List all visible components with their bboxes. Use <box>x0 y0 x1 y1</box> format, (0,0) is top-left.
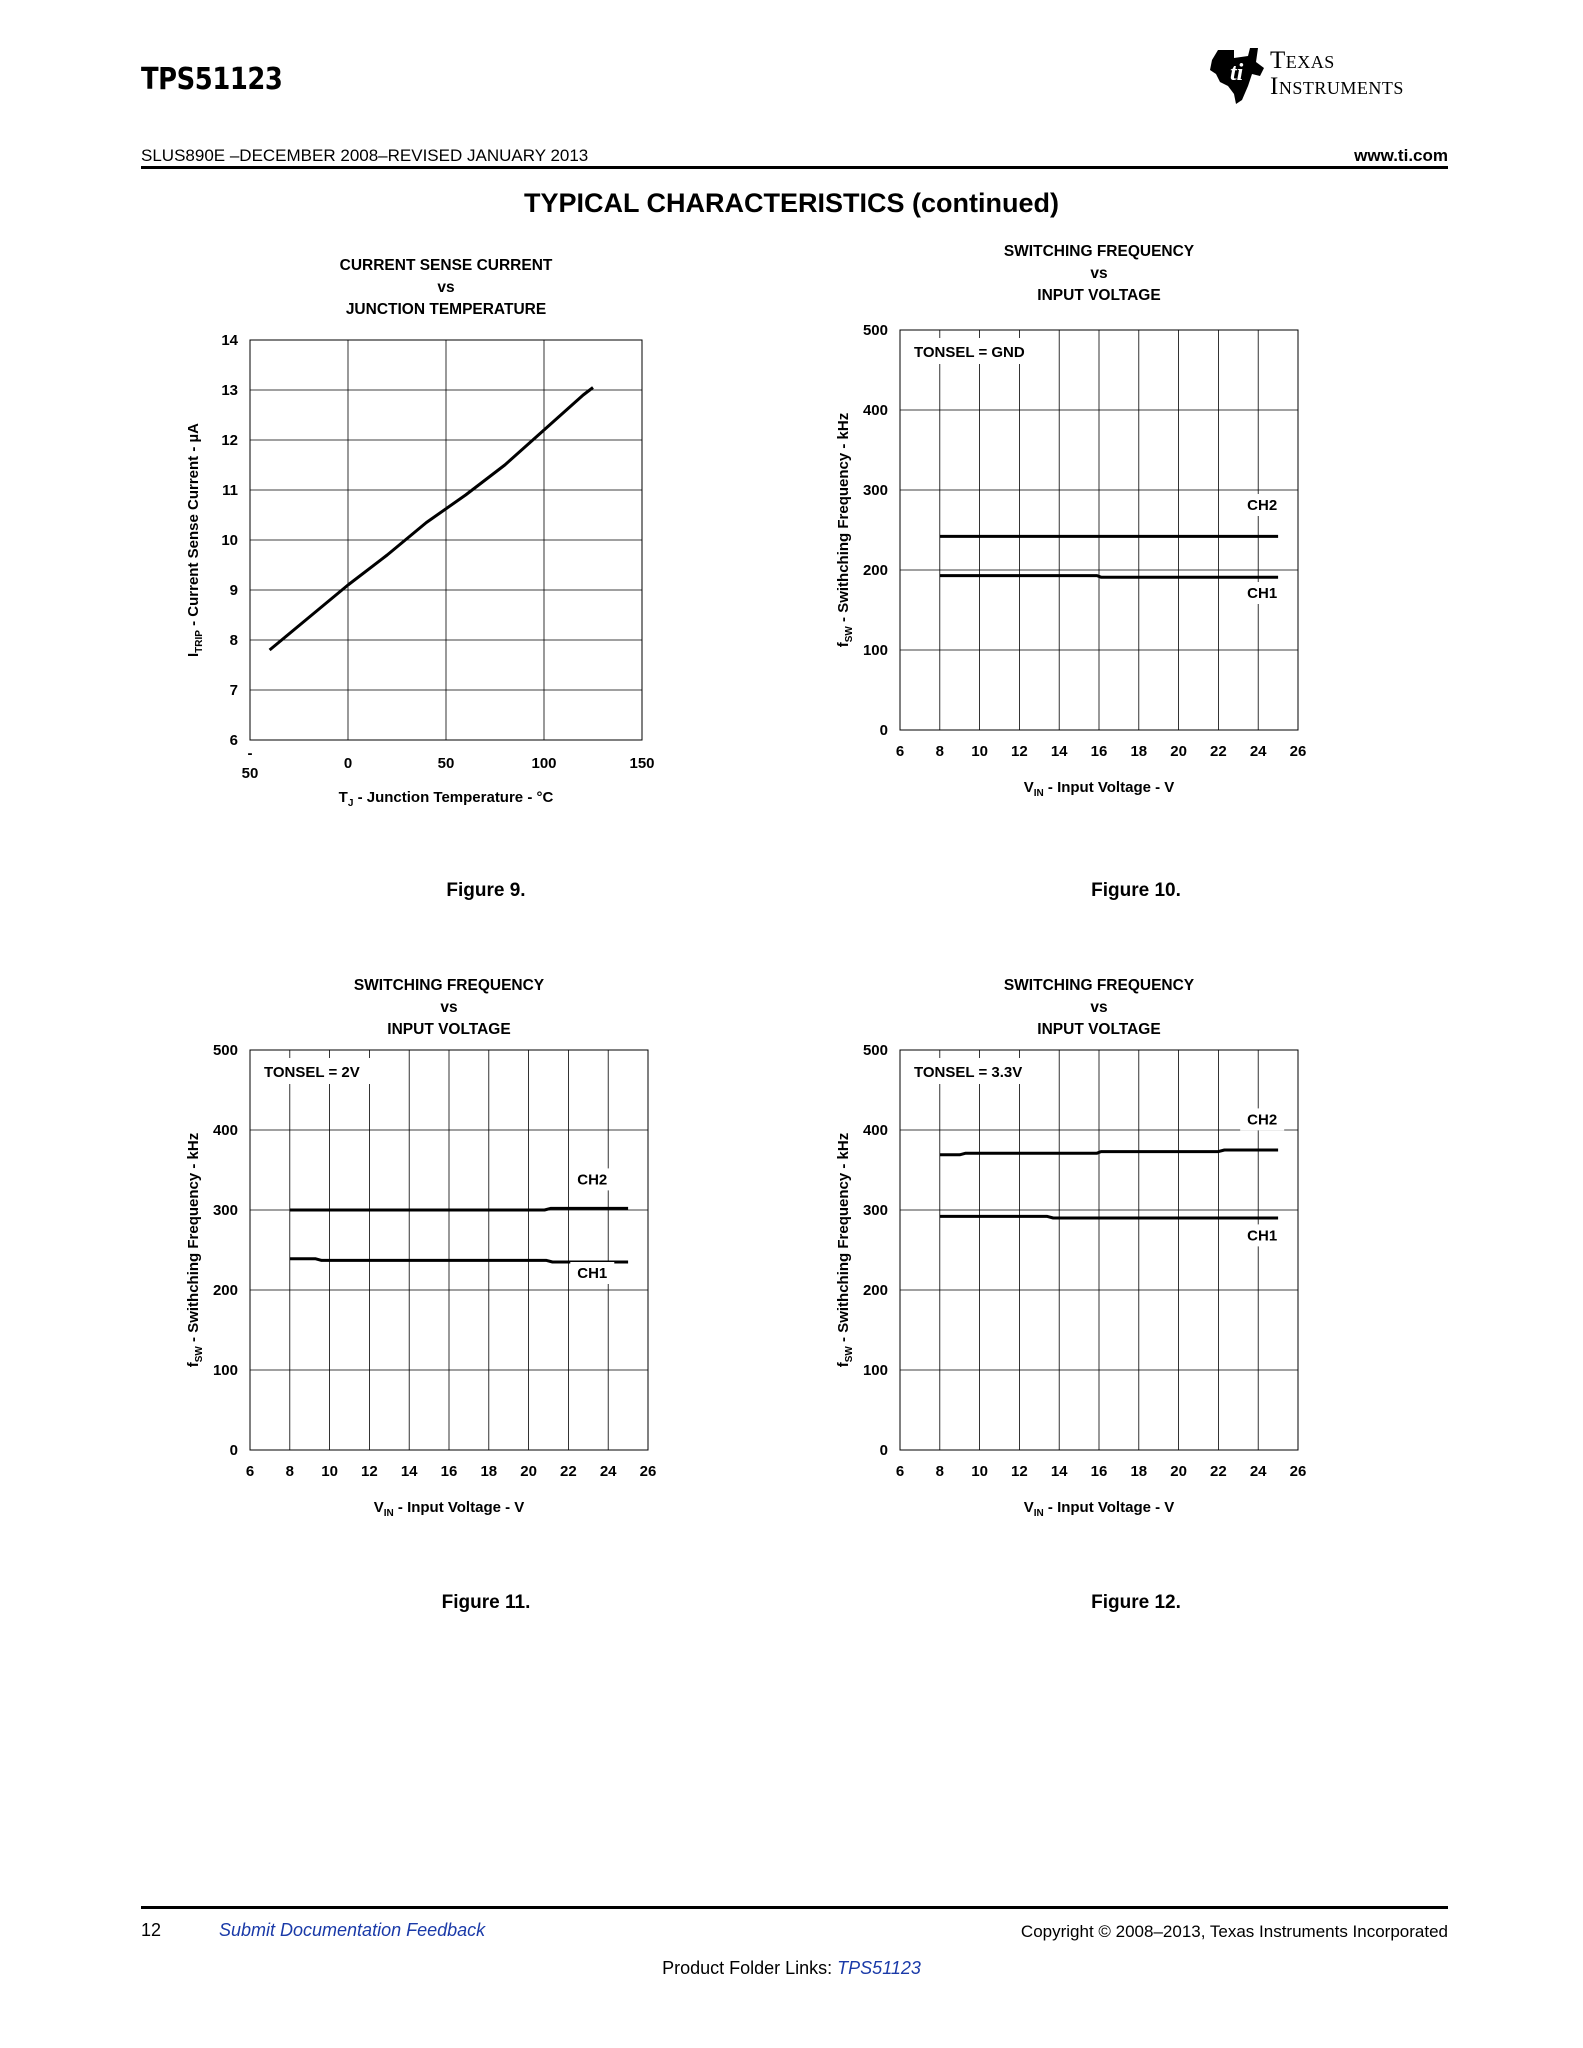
series-line-ch1 <box>940 576 1278 578</box>
y-tick-label: 500 <box>862 1042 888 1059</box>
ti-state-icon <box>1208 46 1266 106</box>
series-label-ch2: CH2 <box>1247 1111 1278 1129</box>
x-tick-label: 16 <box>440 1463 458 1480</box>
x-axis-label: $T_J$ - Junction Temperature - °C <box>338 789 554 809</box>
chart-title-line: SWITCHING FREQUENCY <box>1003 243 1195 260</box>
x-axis-label: $V_{IN}$ - Input Voltage - V <box>1023 779 1175 799</box>
svg-text:ti: ti <box>1230 60 1244 86</box>
y-tick-label: 0 <box>229 1442 238 1459</box>
y-axis-label: $f_{SW}$ - Swithching Frequency - kHz <box>835 412 855 648</box>
x-tick-label: 18 <box>1130 743 1148 760</box>
x-tick-label: 12 <box>1011 1463 1028 1480</box>
chart-title-line: INPUT VOLTAGE <box>387 1021 511 1038</box>
chart-title-line: INPUT VOLTAGE <box>1037 1021 1161 1038</box>
x-tick-label: 26 <box>1289 743 1307 760</box>
x-tick-label: 22 <box>1210 743 1227 760</box>
y-tick-label: 7 <box>229 682 238 699</box>
x-tick-label: 20 <box>520 1463 537 1480</box>
series-line-ch2 <box>290 1208 628 1210</box>
x-tick-minus: - <box>247 745 253 762</box>
y-tick-label: 12 <box>221 432 238 449</box>
x-tick-label: 22 <box>1210 1463 1227 1480</box>
y-tick-label: 300 <box>862 1202 888 1219</box>
y-tick-label: 400 <box>212 1122 238 1139</box>
x-tick-label: 50 <box>437 755 455 772</box>
chart-title-line: vs <box>437 279 455 296</box>
x-tick-label: 26 <box>1289 1463 1307 1480</box>
x-tick-label: 6 <box>895 743 905 760</box>
x-axis-label: $V_{IN}$ - Input Voltage - V <box>373 1499 525 1519</box>
x-tick-label: 12 <box>1011 743 1028 760</box>
y-axis-label: $I_{TRIP}$ - Current Sense Current - µA <box>185 423 205 657</box>
x-tick-label: 100 <box>531 755 557 772</box>
logo-wordmark <box>1270 48 1404 100</box>
y-tick-label: 200 <box>212 1282 238 1299</box>
figure-12-caption: Figure 12. <box>1091 1592 1181 1613</box>
series-label-ch2: CH2 <box>577 1171 608 1189</box>
product-folder-link[interactable]: TPS51123 <box>837 1958 921 1978</box>
y-tick-label: 100 <box>862 1362 888 1379</box>
series-line-data <box>270 388 593 651</box>
chart-title-line: SWITCHING FREQUENCY <box>1003 977 1195 994</box>
figure-11-chart <box>170 956 690 1519</box>
x-tick-label: 150 <box>629 755 655 772</box>
x-tick-label: 24 <box>1249 743 1267 760</box>
x-tick-label: 16 <box>1090 1463 1108 1480</box>
doc-id: SLUS890E –DECEMBER 2008–REVISED JANUARY 2013 <box>141 146 589 165</box>
page-number: 12 <box>141 1920 162 1940</box>
chart-title-line: vs <box>440 999 458 1016</box>
series-line-ch2 <box>940 1150 1278 1155</box>
y-tick-label: 9 <box>229 582 238 599</box>
y-tick-label: 400 <box>862 402 888 419</box>
y-tick-label: 500 <box>212 1042 238 1059</box>
y-tick-label: 400 <box>862 1122 888 1139</box>
figure-12-chart <box>820 956 1340 1519</box>
y-tick-label: 500 <box>862 322 888 339</box>
annotation-text: TONSEL = 3.3V <box>914 1064 1023 1081</box>
x-tick-label: 14 <box>1050 743 1068 760</box>
ti-logo <box>1208 46 1448 106</box>
x-tick-label: 18 <box>480 1463 498 1480</box>
chart-title-line: vs <box>1090 999 1108 1016</box>
x-tick-label: 12 <box>361 1463 378 1480</box>
x-tick-label: 18 <box>1130 1463 1148 1480</box>
y-tick-label: 200 <box>862 1282 888 1299</box>
y-tick-label: 0 <box>879 722 888 739</box>
figure-9-caption: Figure 9. <box>446 880 526 901</box>
x-tick-label: 26 <box>639 1463 657 1480</box>
x-tick-label: 10 <box>971 743 988 760</box>
series-line-ch1 <box>290 1259 628 1262</box>
y-tick-label: 300 <box>862 482 888 499</box>
annotation-text: TONSEL = GND <box>914 344 1025 361</box>
series-label-ch1: CH1 <box>577 1265 608 1282</box>
x-tick-label: 22 <box>560 1463 577 1480</box>
y-tick-label: 14 <box>221 332 238 349</box>
x-tick-label: 14 <box>400 1463 418 1480</box>
y-tick-label: 0 <box>879 1442 888 1459</box>
chart-title-line: SWITCHING FREQUENCY <box>353 977 545 994</box>
x-tick-label: 8 <box>285 1463 294 1480</box>
product-folder-links <box>0 1958 1583 1979</box>
logo-line-1: Texas <box>1270 47 1335 74</box>
x-tick-label: 10 <box>321 1463 338 1480</box>
x-tick-label: 0 <box>343 755 353 772</box>
y-axis-label: $f_{SW}$ - Swithching Frequency - kHz <box>835 1132 855 1368</box>
website-link[interactable]: www.ti.com <box>1354 146 1448 165</box>
figure-10-chart <box>820 236 1340 810</box>
chart-title-line: JUNCTION TEMPERATURE <box>345 301 547 318</box>
y-tick-label: 100 <box>862 642 888 659</box>
footer-rule <box>141 1906 1448 1909</box>
header-rule <box>141 166 1448 169</box>
y-tick-label: 300 <box>212 1202 238 1219</box>
series-label-ch1: CH1 <box>1247 1227 1278 1245</box>
x-tick-label: 16 <box>1090 743 1108 760</box>
x-tick-label: 8 <box>935 743 944 760</box>
series-line-ch1 <box>940 1216 1278 1218</box>
y-tick-label: 100 <box>212 1362 238 1379</box>
y-tick-label: 11 <box>222 482 238 499</box>
product-folder-label: Product Folder Links: <box>662 1958 838 1978</box>
copyright: Copyright © 2008–2013, Texas Instruments Incorporated <box>1020 1922 1448 1941</box>
series-label-ch1: CH1 <box>1247 585 1278 602</box>
x-axis-label: $V_{IN}$ - Input Voltage - V <box>1023 1499 1175 1519</box>
x-tick-label: 20 <box>1170 743 1187 760</box>
chart-title-line: vs <box>1090 265 1108 282</box>
x-tick-label: 6 <box>245 1463 255 1480</box>
y-axis-label: $f_{SW}$ - Swithching Frequency - kHz <box>185 1132 205 1368</box>
y-tick-label: 13 <box>221 382 238 399</box>
section-title: TYPICAL CHARACTERISTICS (continued) <box>524 188 1059 218</box>
x-tick-label: 10 <box>971 1463 988 1480</box>
y-tick-label: 10 <box>221 532 238 549</box>
x-tick-label: 24 <box>599 1463 617 1480</box>
x-tick-label: 8 <box>935 1463 944 1480</box>
figure-11-caption: Figure 11. <box>441 1592 531 1613</box>
part-number: TPS51123 <box>141 62 283 97</box>
chart-title-line: INPUT VOLTAGE <box>1037 287 1161 304</box>
series-label-ch2: CH2 <box>1247 497 1278 514</box>
y-tick-label: 200 <box>862 562 888 579</box>
x-tick-label: 14 <box>1050 1463 1068 1480</box>
feedback-link[interactable]: Submit Documentation Feedback <box>219 1920 486 1940</box>
y-tick-label: 8 <box>229 632 238 649</box>
x-tick-label: 20 <box>1170 1463 1187 1480</box>
figure-9-chart <box>170 250 690 810</box>
x-tick-label: 6 <box>895 1463 905 1480</box>
annotation-text: TONSEL = 2V <box>264 1064 360 1081</box>
figure-10-caption: Figure 10. <box>1091 880 1181 901</box>
y-tick-label: 6 <box>229 732 238 749</box>
chart-title-line: CURRENT SENSE CURRENT <box>339 257 553 274</box>
x-tick-label: 24 <box>1249 1463 1267 1480</box>
logo-line-2: Instruments <box>1270 73 1404 100</box>
x-tick-label: 50 <box>241 765 259 782</box>
